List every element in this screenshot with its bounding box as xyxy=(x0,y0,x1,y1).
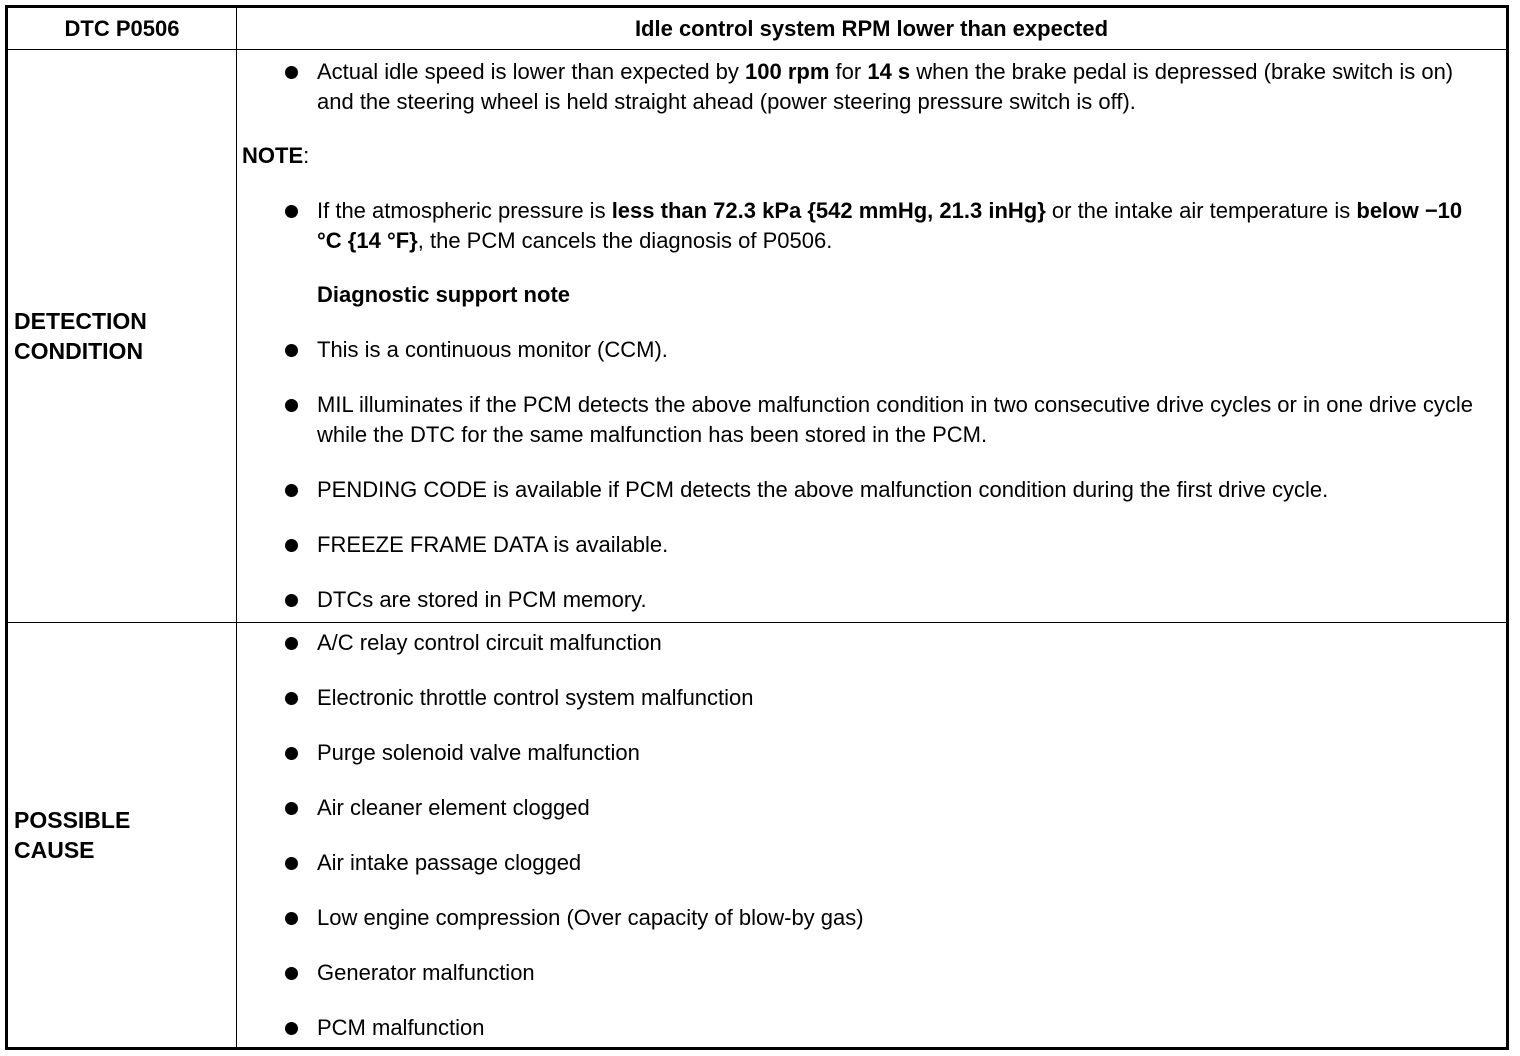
detection-item xyxy=(237,475,1506,505)
bold-value: below −10 °C {14 °F} xyxy=(317,198,1463,253)
detection-bullet-atmospheric xyxy=(237,196,1506,256)
item-text: MIL illuminates if the PCM detects the above malfunction condition in two consecutive drive cycles or in one drive cycle while the DTC for the same malfunction has been stored in the PCM. xyxy=(317,392,1473,447)
header-row xyxy=(7,7,1508,50)
cause-label-line2: CAUSE xyxy=(14,837,95,863)
bullet-dot xyxy=(285,692,298,705)
detection-item xyxy=(237,390,1506,450)
cause-item xyxy=(237,903,1506,933)
item-text: Low engine compression (Over capacity of blow-by gas) xyxy=(317,905,864,930)
bullet-dot xyxy=(285,1022,298,1035)
bullet-dot xyxy=(285,344,298,357)
detection-label-cell xyxy=(7,50,237,623)
bullet-dot xyxy=(285,802,298,815)
cause-item xyxy=(237,628,1506,658)
item-text: This is a continuous monitor (CCM). xyxy=(317,337,668,362)
bullet-dot xyxy=(285,205,298,218)
bullet-dot xyxy=(285,857,298,870)
bold-value: 14 s xyxy=(867,59,911,84)
item-text: Generator malfunction xyxy=(317,960,535,985)
bullet-dot xyxy=(285,484,298,497)
cause-item xyxy=(237,793,1506,823)
bullet-dot xyxy=(285,637,298,650)
item-text: Air intake passage clogged xyxy=(317,850,582,875)
dtc-table xyxy=(5,5,1509,1050)
cause-item xyxy=(237,738,1506,768)
detection-item xyxy=(237,335,1506,365)
bullet-dot xyxy=(285,66,298,79)
cause-label-cell xyxy=(7,623,237,1049)
detection-item xyxy=(237,585,1506,615)
dtc-title: Idle control system RPM lower than expected xyxy=(634,15,1109,41)
bullet-dot xyxy=(285,747,298,760)
item-text: PCM malfunction xyxy=(317,1015,485,1040)
text-segment: If the atmospheric pressure is xyxy=(317,198,612,223)
text-segment: when the brake pedal is depressed (brake switch is on) and the steering wheel is held straight ahead (power steering pressure switch is off). xyxy=(317,59,1454,114)
cause-item xyxy=(237,958,1506,988)
bullet-dot xyxy=(285,912,298,925)
item-text: FREEZE FRAME DATA is available. xyxy=(317,532,669,557)
support-heading: Diagnostic support note xyxy=(317,282,570,307)
detection-label-line1: DETECTION xyxy=(14,308,147,334)
item-text: Purge solenoid valve malfunction xyxy=(317,740,640,765)
text-segment: , the PCM cancels the diagnosis of P0506. xyxy=(417,228,833,253)
bullet-dot xyxy=(285,967,298,980)
item-text: A/C relay control circuit malfunction xyxy=(317,630,662,655)
bold-value: 100 rpm xyxy=(745,59,830,84)
note-label xyxy=(237,141,1506,171)
cause-item xyxy=(237,848,1506,878)
dtc-code: DTC P0506 xyxy=(64,15,180,41)
bullet-dot xyxy=(285,539,298,552)
note-colon: : xyxy=(303,143,310,168)
text-segment: for xyxy=(829,59,868,84)
text-segment: Actual idle speed is lower than expected by xyxy=(317,59,746,84)
item-text: DTCs are stored in PCM memory. xyxy=(317,587,647,612)
cause-item xyxy=(237,683,1506,713)
dtc-code-cell xyxy=(7,7,237,50)
cause-item xyxy=(237,1013,1506,1043)
detection-row xyxy=(7,50,1508,623)
cause-content-cell xyxy=(237,623,1508,1049)
bold-value: less than 72.3 kPa {542 mmHg, 21.3 inHg} xyxy=(611,198,1046,223)
cause-row xyxy=(7,623,1508,1049)
bullet-dot xyxy=(285,594,298,607)
item-text: Air cleaner element clogged xyxy=(317,795,590,820)
detection-bullet-idle-speed xyxy=(237,57,1506,117)
text-segment: or the intake air temperature is xyxy=(1045,198,1357,223)
item-text: PENDING CODE is available if PCM detects the above malfunction condition during the first drive cycle. xyxy=(317,477,1329,502)
cause-label-line1: POSSIBLE xyxy=(14,807,131,833)
item-text: Electronic throttle control system malfunction xyxy=(317,685,754,710)
detection-label-line2: CONDITION xyxy=(14,338,144,364)
detection-content-cell xyxy=(237,50,1508,623)
bullet-dot xyxy=(285,399,298,412)
dtc-title-cell xyxy=(237,7,1508,50)
note-label-text: NOTE xyxy=(242,143,304,168)
detection-item xyxy=(237,530,1506,560)
